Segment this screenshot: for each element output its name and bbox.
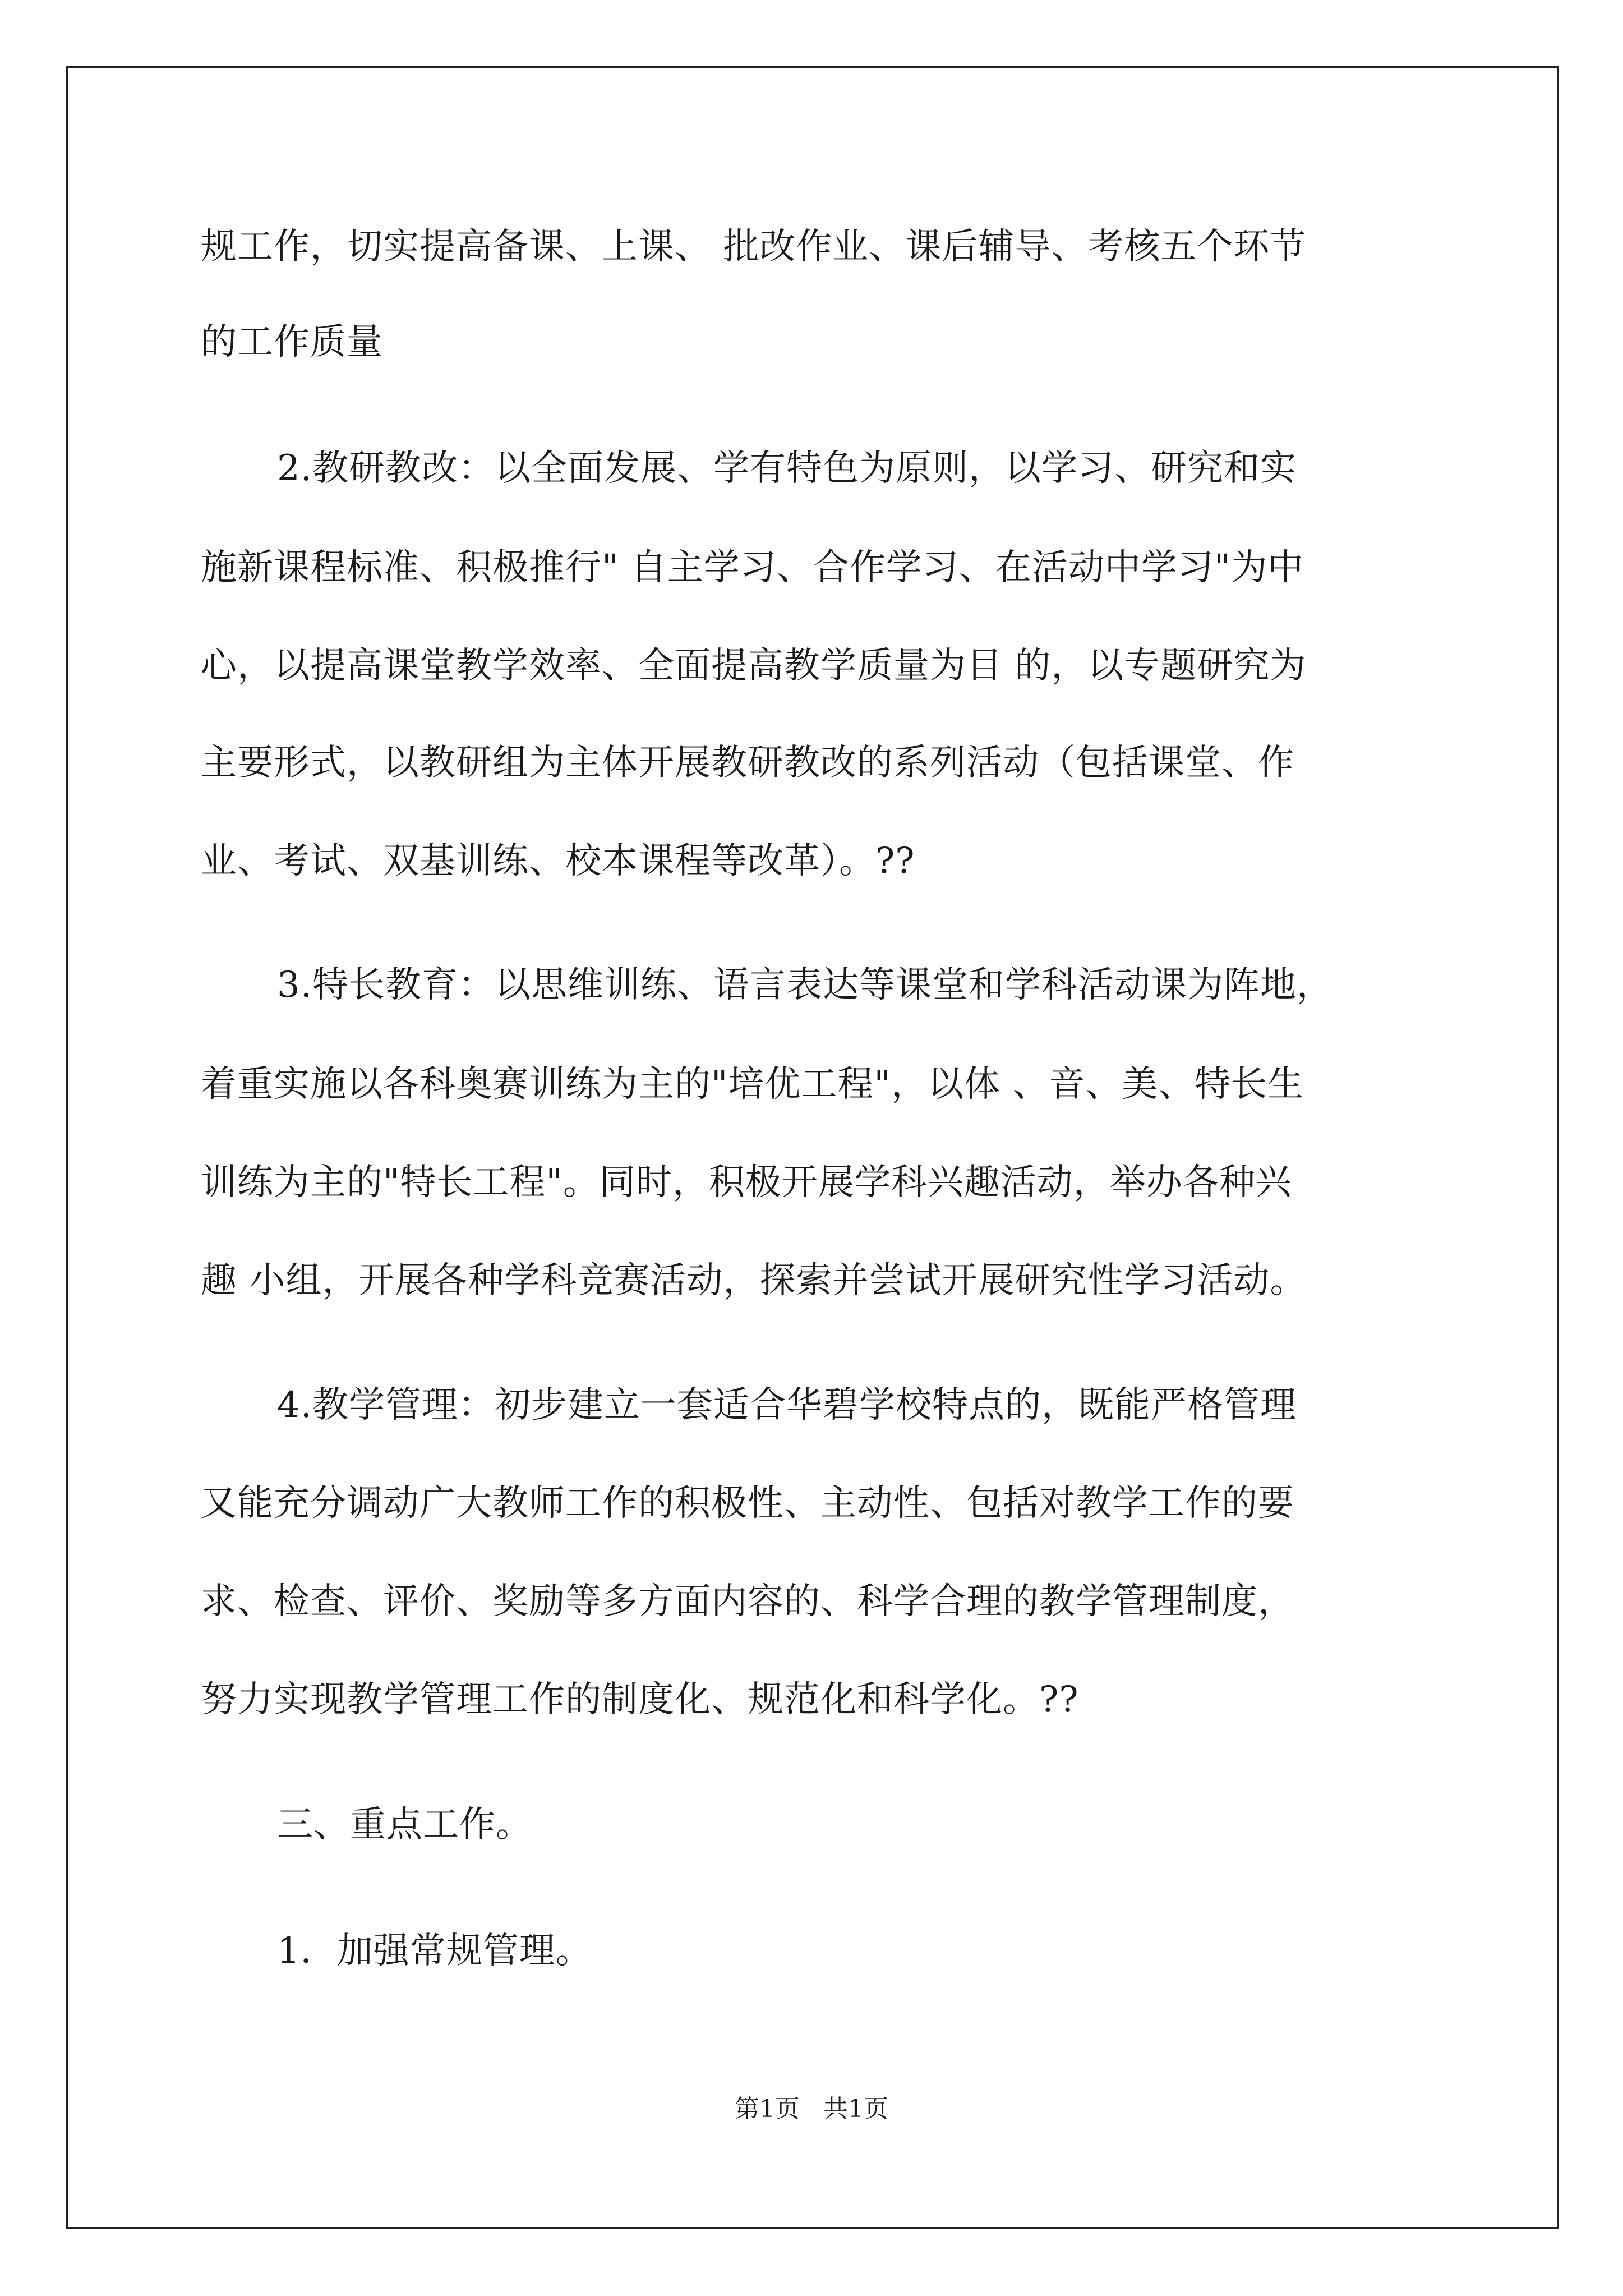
page-number-footer: 第1页 共1页: [735, 2095, 888, 2123]
text-line: 心，以提高课堂教学效率、全面提高教学质量为目 的，以专题研究为: [201, 645, 1307, 687]
text-line: 业、考试、双基训练、校本课程等改革）。??: [201, 840, 915, 882]
text-line: 施新课程标准、积极推行" 自主学习、合作学习、在活动中学习"为中: [201, 547, 1304, 588]
text-line: 求、检查、评价、奖励等多方面内容的、科学合理的教学管理制度，: [201, 1581, 1294, 1622]
text-line: 2.教研教改：以全面发展、学有特色为原则，以学习、研究和实: [277, 448, 1297, 489]
text-line: 3.特长教育：以思维训练、语言表达等课堂和学科活动课为阵地，: [277, 964, 1334, 1006]
text-line: 着重实施以各科奥赛训练为主的"培优工程"，以体 、音、美、特长生: [201, 1064, 1304, 1105]
text-line: 4.教学管理：初步建立一套适合华碧学校特点的，既能严格管理: [277, 1384, 1297, 1426]
text-line: 主要形式，以教研组为主体开展教研教改的系列活动（包括课堂、作: [201, 742, 1294, 784]
text-line: 又能充分调动广大教师工作的积极性、主动性、包括对教学工作的要: [201, 1483, 1294, 1524]
page-border: [66, 66, 1559, 2229]
text-line: 规工作，切实提高备课、上课、 批改作业、课后辅导、考核五个环节: [201, 226, 1307, 268]
text-line: 努力实现教学管理工作的制度化、规范化和科学化。??: [201, 1679, 1079, 1720]
text-line: 的工作质量: [201, 321, 383, 363]
subsection-heading: 1．加强常规管理。: [277, 1930, 592, 1972]
text-line: 训练为主的"特长工程"。同时，积极开展学科兴趣活动，举办各种兴: [201, 1162, 1292, 1203]
text-line: 趣 小组，开展各种学科竞赛活动，探索并尝试开展研究性学习活动。: [201, 1260, 1307, 1301]
section-heading: 三、重点工作。: [277, 1804, 532, 1846]
